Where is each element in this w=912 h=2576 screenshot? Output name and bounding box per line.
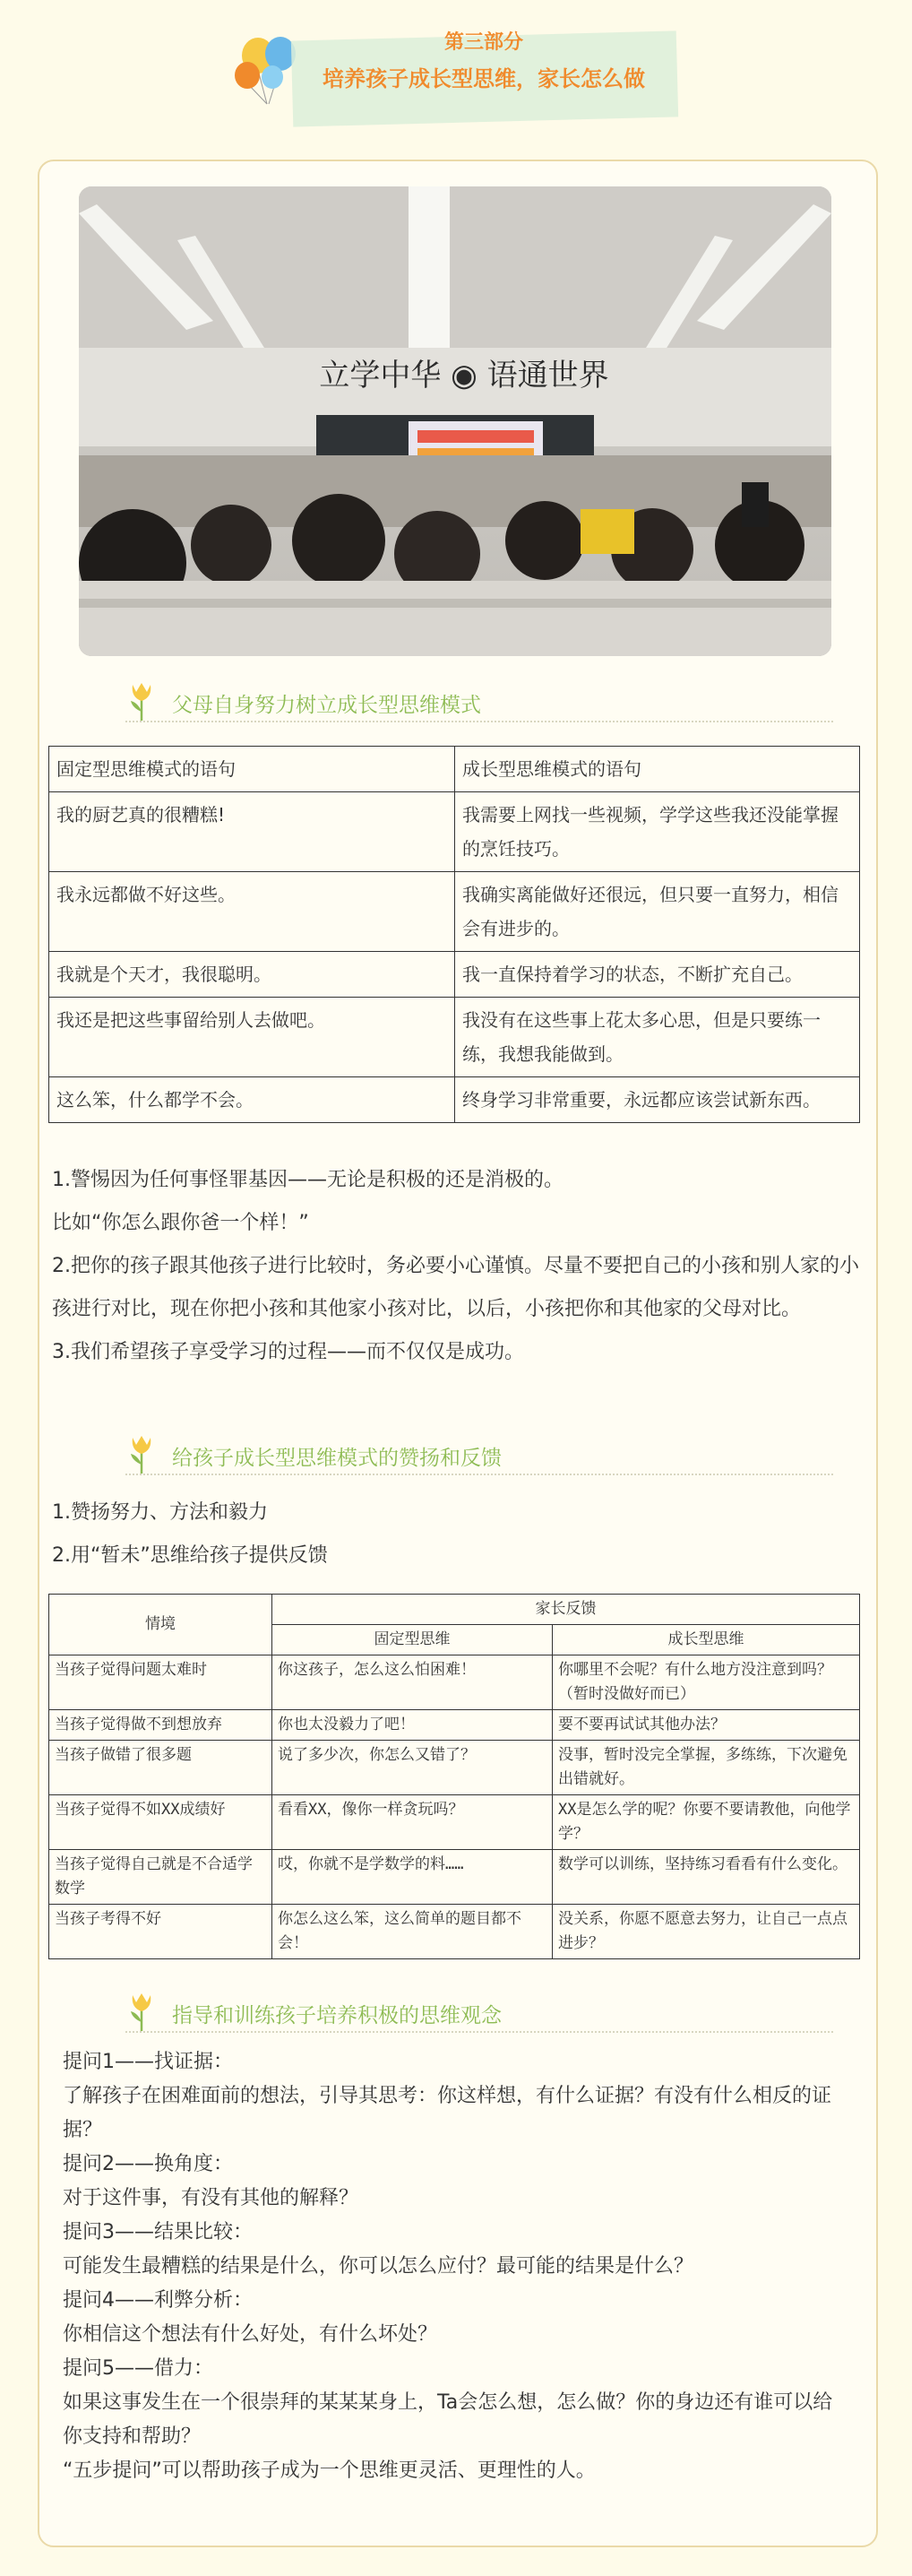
situation-cell: 当孩子觉得做不到想放弃 xyxy=(49,1710,272,1741)
growth-feedback-cell: XX是怎么学的呢？你要不要请教他，向他学学？ xyxy=(553,1795,860,1850)
fixed-feedback-cell: 你也太没毅力了吧！ xyxy=(272,1710,553,1741)
fixed-feedback-cell: 你怎么这么笨，这么简单的题目都不会！ xyxy=(272,1905,553,1959)
fixed-statement: 我就是个天才，我很聪明。 xyxy=(49,952,455,998)
advice-line: 1.警惕因为任何事怪罪基因——无论是积极的还是消极的。 xyxy=(52,1169,564,1191)
parent-feedback-table xyxy=(48,1594,860,1959)
growth-feedback-cell: 要不要再试试其他办法？ xyxy=(553,1710,860,1741)
table-header: 家长反馈 xyxy=(272,1595,860,1625)
question-text: 了解孩子在困难面前的想法，引导其思考：你这样想，有什么证据？有没有什么相反的证据？ xyxy=(63,2085,832,2141)
table-header: 固定型思维 xyxy=(272,1625,553,1655)
part-title: 培养孩子成长型思维，家长怎么做 xyxy=(323,66,645,91)
growth-statement: 我一直保持着学习的状态，不断扩充自己。 xyxy=(455,952,860,998)
question-heading: 提问1——找证据： xyxy=(63,2051,233,2073)
section-title: 父母自身努力树立成长型思维模式 xyxy=(172,694,481,717)
growth-feedback-cell: 没事，暂时没完全掌握，多练练，下次避免出错就好。 xyxy=(553,1741,860,1795)
question-text: 如果这事发生在一个很崇拜的某某某身上，Ta会怎么想，怎么做？你的身边还有谁可以给你支持和帮助？ xyxy=(63,2391,833,2448)
mindset-comparison-table xyxy=(48,746,860,1123)
wall-calligraphy: 立学中华 ◉ 语通世界 xyxy=(319,358,609,393)
table-row xyxy=(49,1655,860,1710)
section-heading-3 xyxy=(125,1992,833,2033)
question-heading: 提问4——利弊分析： xyxy=(63,2289,253,2312)
growth-feedback-cell: 数学可以训练，坚持练习看看有什么变化。 xyxy=(553,1850,860,1905)
feedback-point: 2.用“暂未”思维给孩子提供反馈 xyxy=(52,1544,328,1567)
growth-statement: 我需要上网找一些视频，学学这些我还没能掌握的烹饪技巧。 xyxy=(455,792,860,872)
feedback-points xyxy=(52,1491,864,1578)
question-text: 你相信这个想法有什么好处，有什么坏处？ xyxy=(63,2323,438,2346)
growth-statement: 终身学习非常重要，永远都应该尝试新东西。 xyxy=(455,1077,860,1123)
question-heading: 提问2——换角度： xyxy=(63,2153,233,2175)
table-header: 成长型思维 xyxy=(553,1625,860,1655)
fixed-statement: 这么笨，什么都学不会。 xyxy=(49,1077,455,1123)
situation-cell: 当孩子做错了很多题 xyxy=(49,1741,272,1795)
table-header: 情境 xyxy=(49,1595,272,1655)
fixed-feedback-cell: 看看XX，像你一样贪玩吗？ xyxy=(272,1795,553,1850)
growth-statement: 我没有在这些事上花太多心思，但是只要练一练，我想我能做到。 xyxy=(455,998,860,1077)
fixed-statement: 我的厨艺真的很糟糕! xyxy=(49,792,455,872)
fixed-feedback-cell: 哎，你就不是学数学的料…… xyxy=(272,1850,553,1905)
summary-text: “五步提问”可以帮助孩子成为一个思维更灵活、更理性的人。 xyxy=(63,2459,596,2482)
table-row xyxy=(49,1795,860,1850)
tulip-icon xyxy=(125,1992,158,2031)
fixed-statement: 我永远都做不好这些。 xyxy=(49,872,455,952)
tulip-icon xyxy=(125,681,158,721)
table-row xyxy=(49,1710,860,1741)
table-row xyxy=(49,998,860,1077)
fixed-statement: 我还是把这些事留给别人去做吧。 xyxy=(49,998,455,1077)
table-row xyxy=(49,1850,860,1905)
advice-line: 2.把你的孩子跟其他孩子进行比较时，务必要小心谨慎。尽量不要把自己的小孩和别人家的小孩进行对比，现在你把小孩和其他家小孩对比，以后，小孩把你和其他家的父母对比。 xyxy=(52,1255,859,1320)
section-title: 指导和训练孩子培养积极的思维观念 xyxy=(172,2004,502,2027)
fixed-feedback-cell: 你这孩子，怎么这么怕困难！ xyxy=(272,1655,553,1710)
five-questions-list xyxy=(63,2045,851,2488)
table-row xyxy=(49,872,860,952)
question-heading: 提问3——结果比较： xyxy=(63,2221,253,2243)
part-label: 第三部分 xyxy=(443,31,523,54)
situation-cell: 当孩子考得不好 xyxy=(49,1905,272,1959)
table-header: 固定型思维模式的语句 xyxy=(49,747,455,792)
question-heading: 提问5——借力： xyxy=(63,2357,213,2380)
situation-cell: 当孩子觉得不如XX成绩好 xyxy=(49,1795,272,1850)
table-row xyxy=(49,1077,860,1123)
growth-feedback-cell: 你哪里不会呢？有什么地方没注意到吗？（暂时没做好而已） xyxy=(553,1655,860,1710)
table-row xyxy=(49,1905,860,1959)
situation-cell: 当孩子觉得自己就是不合适学数学 xyxy=(49,1850,272,1905)
section-heading-1 xyxy=(125,681,833,722)
section-heading-2 xyxy=(125,1434,833,1475)
situation-cell: 当孩子觉得问题太难时 xyxy=(49,1655,272,1710)
question-text: 对于这件事，有没有其他的解释？ xyxy=(63,2187,359,2209)
section-title: 给孩子成长型思维模式的赞扬和反馈 xyxy=(172,1447,502,1470)
advice-paragraphs xyxy=(52,1159,864,1374)
fixed-feedback-cell: 说了多少次，你怎么又错了？ xyxy=(272,1741,553,1795)
classroom-photo xyxy=(79,186,831,656)
feedback-point: 1.赞扬努力、方法和毅力 xyxy=(52,1501,268,1524)
tulip-icon xyxy=(125,1434,158,1474)
table-header-row xyxy=(49,1595,860,1625)
table-row xyxy=(49,1741,860,1795)
table-header-row xyxy=(49,747,860,792)
growth-statement: 我确实离能做好还很远，但只要一直努力，相信会有进步的。 xyxy=(455,872,860,952)
growth-feedback-cell: 没关系，你愿不愿意去努力，让自己一点点进步？ xyxy=(553,1905,860,1959)
table-row xyxy=(49,792,860,872)
advice-line: 3.我们希望孩子享受学习的过程——而不仅仅是成功。 xyxy=(52,1341,524,1363)
question-text: 可能发生最糟糕的结果是什么，你可以怎么应付？最可能的结果是什么？ xyxy=(63,2255,694,2278)
table-row xyxy=(49,952,860,998)
advice-line: 比如“你怎么跟你爸一个样！” xyxy=(52,1212,309,1234)
table-header: 成长型思维模式的语句 xyxy=(455,747,860,792)
